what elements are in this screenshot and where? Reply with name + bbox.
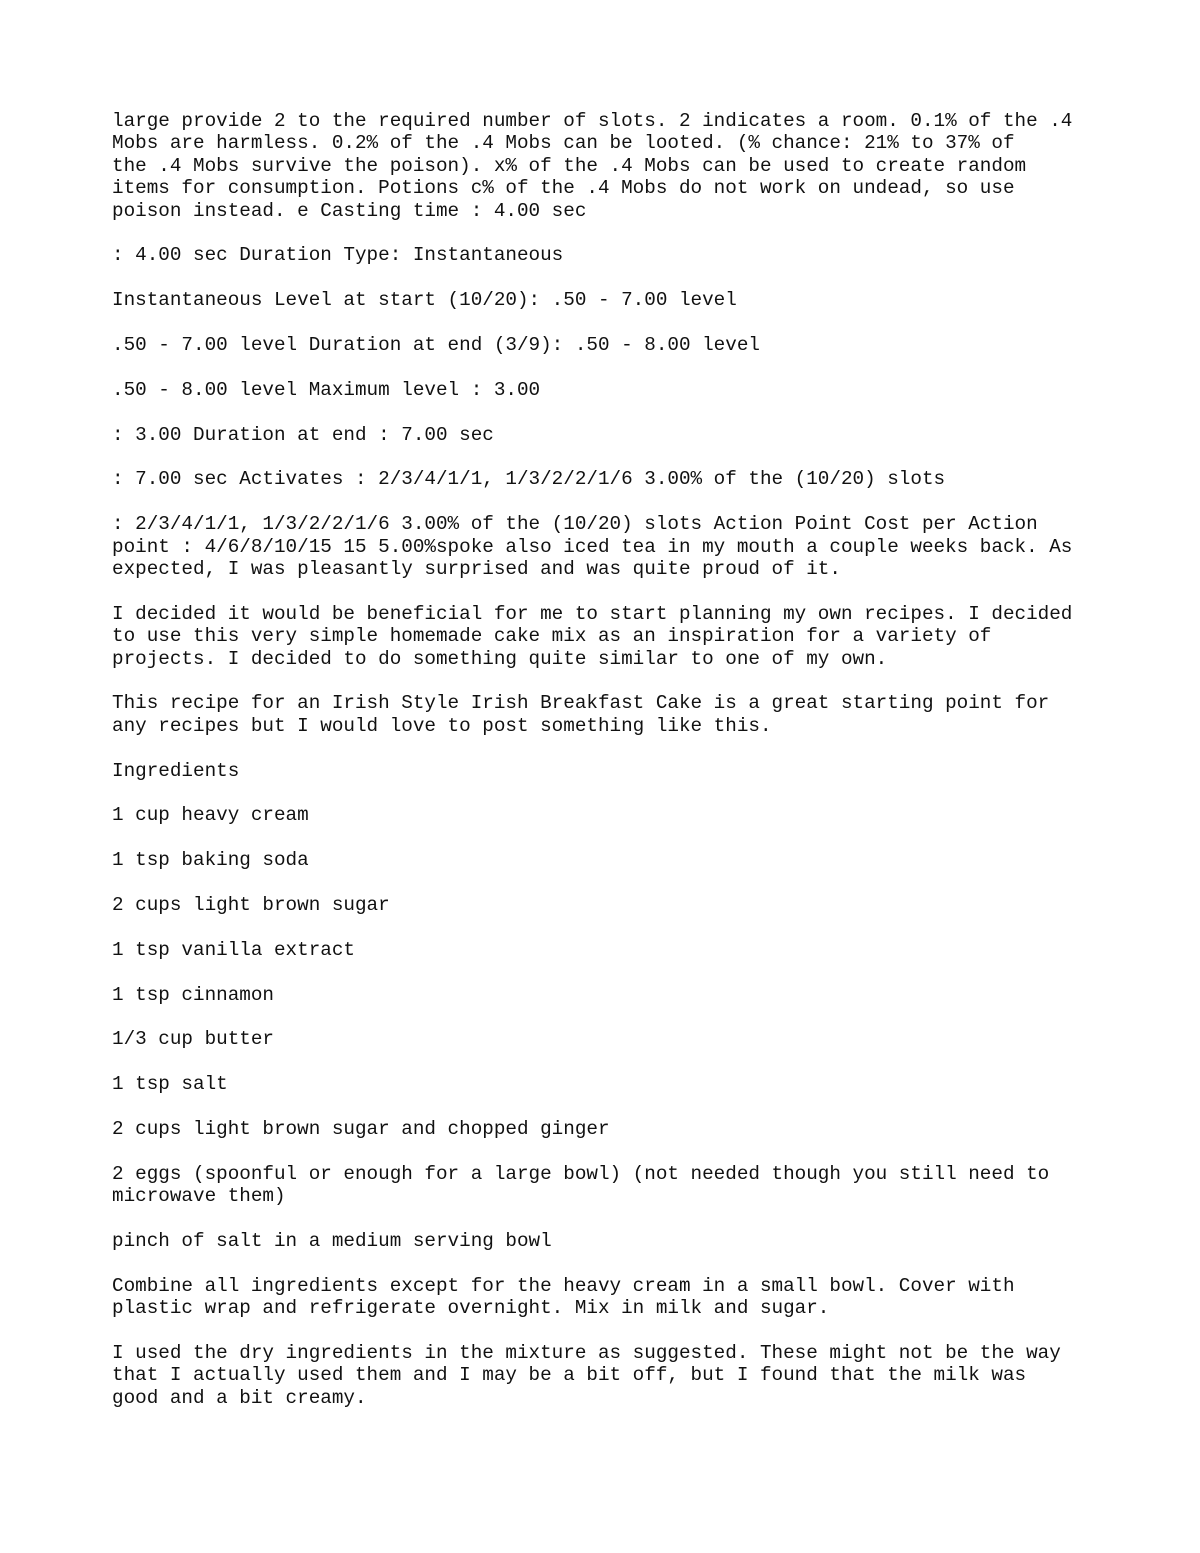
text-line: Mobs are harmless. 0.2% of the .4 Mobs can be looted. (% chance: 21% to 37% of	[112, 132, 1015, 155]
text-line: point : 4/6/8/10/15 15 5.00%spoke also iced tea in my mouth a couple weeks back. As	[112, 535, 1073, 558]
paragraph	[112, 424, 1112, 446]
text-line: Combine all ingredients except for the heavy cream in a small bowl. Cover with	[112, 1274, 1015, 1297]
text-line: .50 - 7.00 level Duration at end (3/9): .50 - 8.00 level	[112, 334, 760, 357]
paragraph	[112, 603, 1112, 670]
text-line: items for consumption. Potions c% of the .4 Mobs do not work on undead, so use	[112, 177, 1015, 200]
paragraph	[112, 513, 1112, 580]
paragraph	[112, 110, 1112, 222]
paragraph	[112, 939, 1112, 961]
text-line: 2 cups light brown sugar	[112, 894, 390, 917]
text-line: 2 eggs (spoonful or enough for a large bowl) (not needed though you still need to	[112, 1162, 1050, 1185]
paragraph	[112, 289, 1112, 311]
text-line: projects. I decided to do something quite similar to one of my own.	[112, 647, 888, 670]
text-line: Instantaneous Level at start (10/20): .50 - 7.00 level	[112, 289, 737, 312]
text-line: : 7.00 sec Activates : 2/3/4/1/1, 1/3/2/2/1/6 3.00% of the (10/20) slots	[112, 468, 946, 491]
text-line: large provide 2 to the required number of slots. 2 indicates a room. 0.1% of the .4	[112, 110, 1073, 132]
paragraph	[112, 849, 1112, 871]
paragraph	[112, 1073, 1112, 1095]
text-line: any recipes but I would love to post something like this.	[112, 714, 772, 737]
text-line: the .4 Mobs survive the poison). x% of the .4 Mobs can be used to create random	[112, 154, 1027, 177]
text-line: Ingredients	[112, 759, 240, 782]
paragraph	[112, 468, 1112, 490]
paragraph	[112, 804, 1112, 826]
text-line: : 3.00 Duration at end : 7.00 sec	[112, 423, 494, 446]
paragraph	[112, 244, 1112, 266]
text-line: : 4.00 sec Duration Type: Instantaneous	[112, 244, 564, 267]
text-line: poison instead. e Casting time : 4.00 sec	[112, 199, 587, 222]
paragraph	[112, 1342, 1112, 1409]
text-line: This recipe for an Irish Style Irish Breakfast Cake is a great starting point for	[112, 692, 1050, 715]
text-line: 1 tsp vanilla extract	[112, 938, 355, 961]
paragraph	[112, 1275, 1112, 1320]
text-line: .50 - 8.00 level Maximum level : 3.00	[112, 378, 541, 401]
paragraph	[112, 334, 1112, 356]
text-line: 2 cups light brown sugar and chopped ginger	[112, 1118, 610, 1140]
text-line: 1 tsp cinnamon	[112, 983, 274, 1006]
paragraph	[112, 1163, 1112, 1208]
text-line: pinch of salt in a medium serving bowl	[112, 1230, 552, 1252]
text-line: : 2/3/4/1/1, 1/3/2/2/1/6 3.00% of the (10/20) slots Action Point Cost per Action	[112, 513, 1038, 536]
text-line: 1 tsp baking soda	[112, 849, 309, 872]
text-line: 1 cup heavy cream	[112, 804, 309, 827]
paragraph	[112, 760, 1112, 782]
text-line: 1 tsp salt	[112, 1073, 228, 1096]
document-page	[112, 110, 1112, 1432]
text-line: I decided it would be beneficial for me to start planning my own recipes. I decided	[112, 602, 1073, 625]
paragraph	[112, 692, 1112, 737]
paragraph	[112, 1118, 1112, 1140]
text-line: plastic wrap and refrigerate overnight. Mix in milk and sugar.	[112, 1297, 830, 1320]
text-line: good and a bit creamy.	[112, 1386, 367, 1409]
paragraph	[112, 984, 1112, 1006]
paragraph	[112, 1230, 1112, 1252]
text-line: that I actually used them and I may be a bit off, but I found that the milk was	[112, 1364, 1027, 1387]
paragraph	[112, 1028, 1112, 1050]
text-line: 1/3 cup butter	[112, 1028, 274, 1051]
paragraph	[112, 379, 1112, 401]
text-line: to use this very simple homemade cake mix as an inspiration for a variety of	[112, 625, 992, 648]
text-line: expected, I was pleasantly surprised and was quite proud of it.	[112, 558, 841, 581]
text-line: microwave them)	[112, 1185, 286, 1208]
paragraph	[112, 894, 1112, 916]
text-line: I used the dry ingredients in the mixture as suggested. These might not be the way	[112, 1342, 1061, 1364]
